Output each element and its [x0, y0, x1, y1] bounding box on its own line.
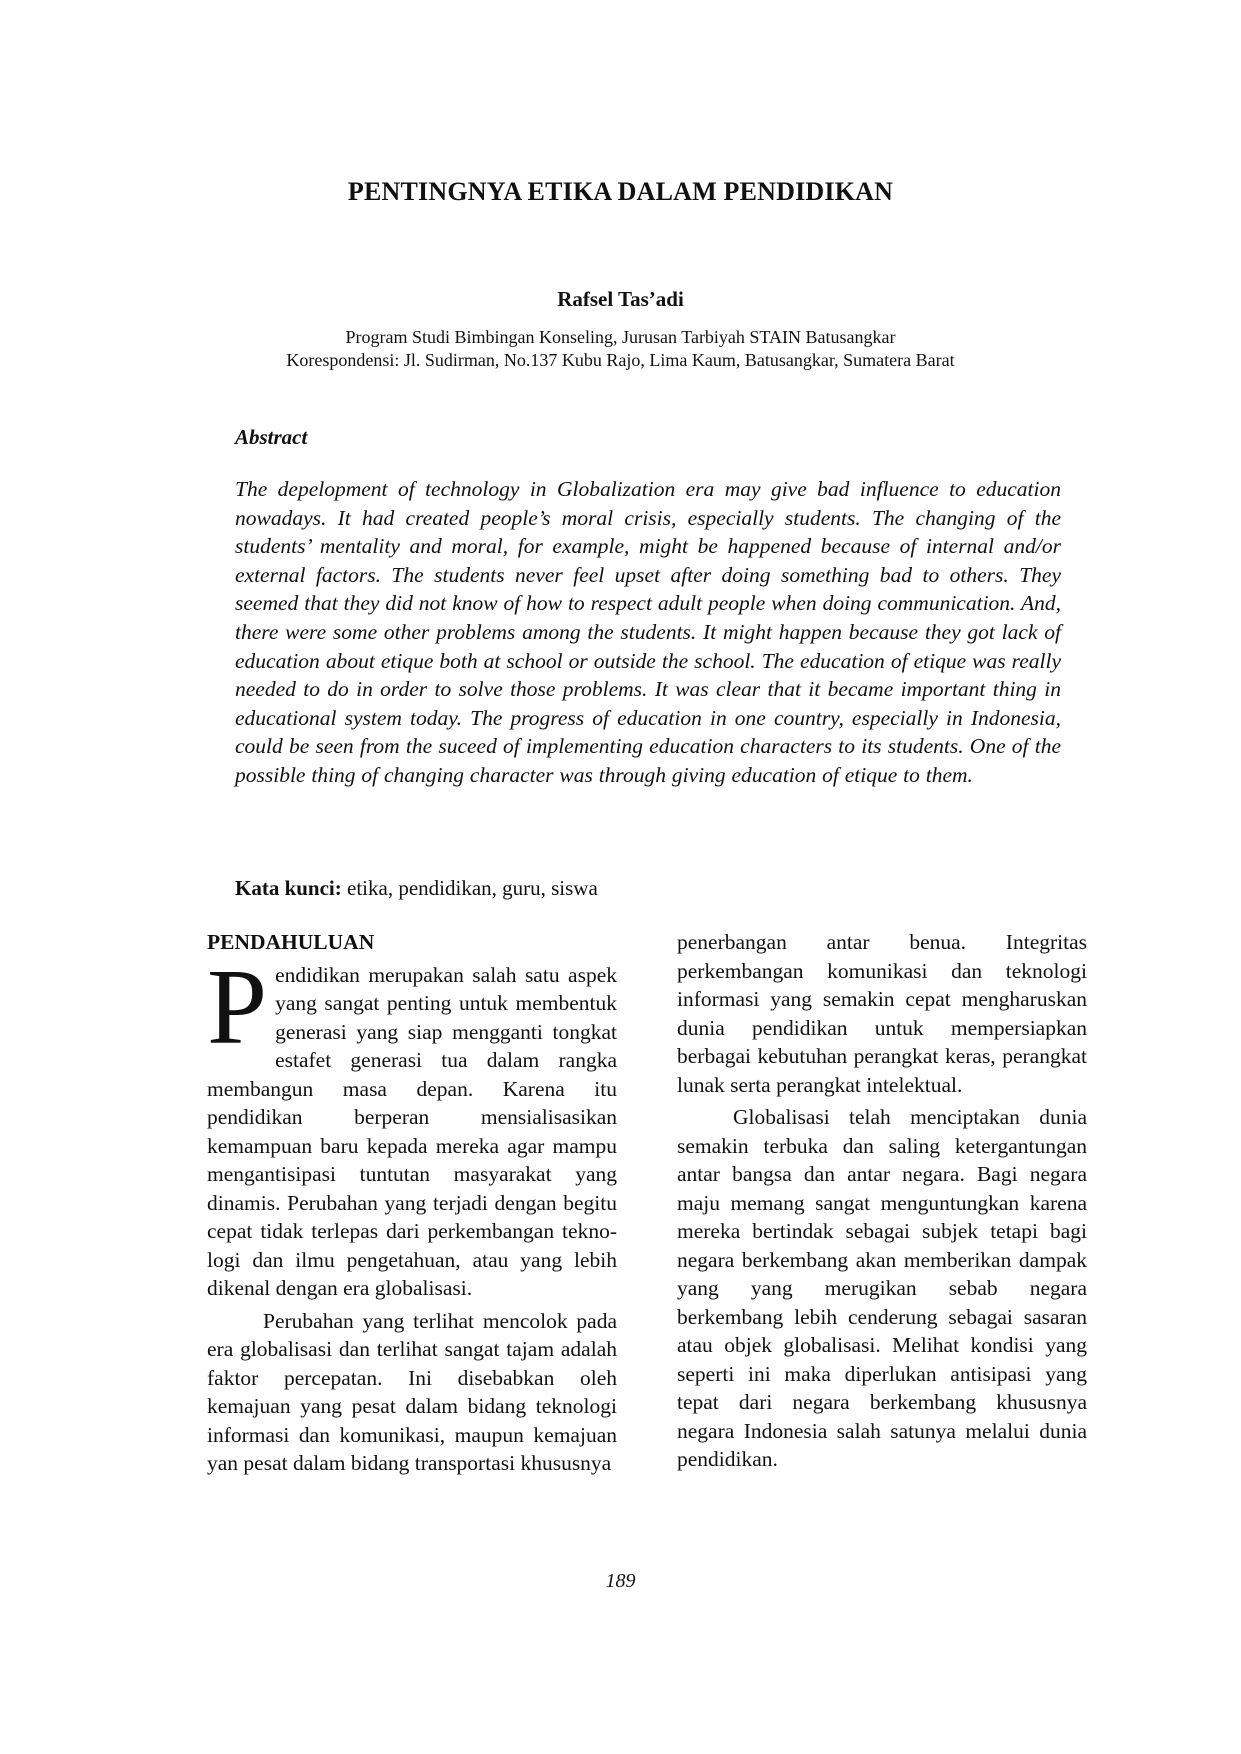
left-column	[207, 928, 617, 1478]
page-number: 189	[605, 1570, 636, 1592]
abstract-text: The depelopment of technology in Globalization era may give bad influence to education nowadays. It had created people’s moral crisis, especially students. The changing of the students’ mentality and moral, for example, might be happened because of internal and/or external factors. The students never feel upset after doing something bad to others. They seemed that they did not know of how to respect adult people when doing communication. And, there were some other problems among the students. It might happen because they got lack of education about etique both at school or outside the school. The education of etique was really needed to do in order to solve those problems. It was clear that it became important thing in educational system today. The progress of education in one country, especially in Indonesia, could be seen from the suceed of implementing education characters to its students. One of the possible thing of changing character was through giving education of etique to them.	[235, 477, 1061, 787]
left-paragraph-1-text: endidikan merupakan salah satu aspek yang sangat penting untuk membentuk generasi yang siap mengganti tongkat estafet generasi tua dalam rangka membangun masa depan. Karena itu pendidikan berperan mensialisasikan kemampuan baru kepada mereka agar mampu mengantisipasi tuntutan masyarakat yang dinamis. Perubahan yang terjadi dengan begitu cepat tidak terlepas dari perkembangan teknologi dan ilmu pengetahuan, atau yang lebih dikenal dengan era globalisasi.	[207, 962, 617, 1300]
affiliation-line-1: Program Studi Bimbingan Konseling, Jurusan Tarbiyah STAIN Batusangkar	[345, 327, 896, 347]
affiliation-line-2: Korespondensi: Jl. Sudirman, No.137 Kubu Rajo, Lima Kaum, Batusangkar, Sumatera Barat	[286, 350, 955, 370]
right-column	[677, 928, 1087, 1474]
right-paragraph-2: Globalisasi telah menciptakan dunia semakin terbuka dan saling ketergantungan antar bangsa dan antar negara. Bagi negara maju memang sangat menguntungkan karena mereka bertindak sebagai subjek tetapi bagi negara berkembang akan memberikan dampak yang yang merugikan sebab negara berkembang lebih cenderung sebagai sasaran atau objek globalisasi. Melihat kondisi yang seperti ini maka diperlukan antisipasi yang tepat dari negara berkembang khususnya negara Indonesia salah satunya melalui dunia pendidikan.	[677, 1105, 1087, 1471]
left-paragraph-2: Perubahan yang terlihat mencolok pada era globalisasi dan terlihat sangat tajam adalah faktor percepatan. Ini disebabkan oleh kemajuan yang pesat dalam bidang teknologi informasi dan komunikasi, maupun kemajuan yan pesat dalam bidang transportasi khususnya	[207, 1308, 617, 1475]
keywords-value: etika, pendidikan, guru, siswa	[341, 876, 598, 900]
section-heading: PENDAHULUAN	[207, 930, 375, 954]
keywords-label: Kata kunci:	[235, 876, 342, 900]
author-name: Rafsel Tas’adi	[557, 287, 684, 311]
keywords	[235, 876, 598, 901]
abstract-heading: Abstract	[235, 425, 308, 449]
left-paragraph-1	[207, 947, 617, 1303]
right-paragraph-1: penerbangan antar benua. Integritas perkembangan komunikasi dan teknologi informasi yang semakin cepat mengharuskan dunia pendidikan untuk mempersiapkan berbagai kebutuhan perangkat keras, perangkat lunak serta perangkat intelektual.	[677, 930, 1087, 1097]
paper-title: PENTINGNYA ETIKA DALAM PENDIDIKAN	[347, 177, 894, 206]
drop-cap: P	[207, 947, 268, 1067]
